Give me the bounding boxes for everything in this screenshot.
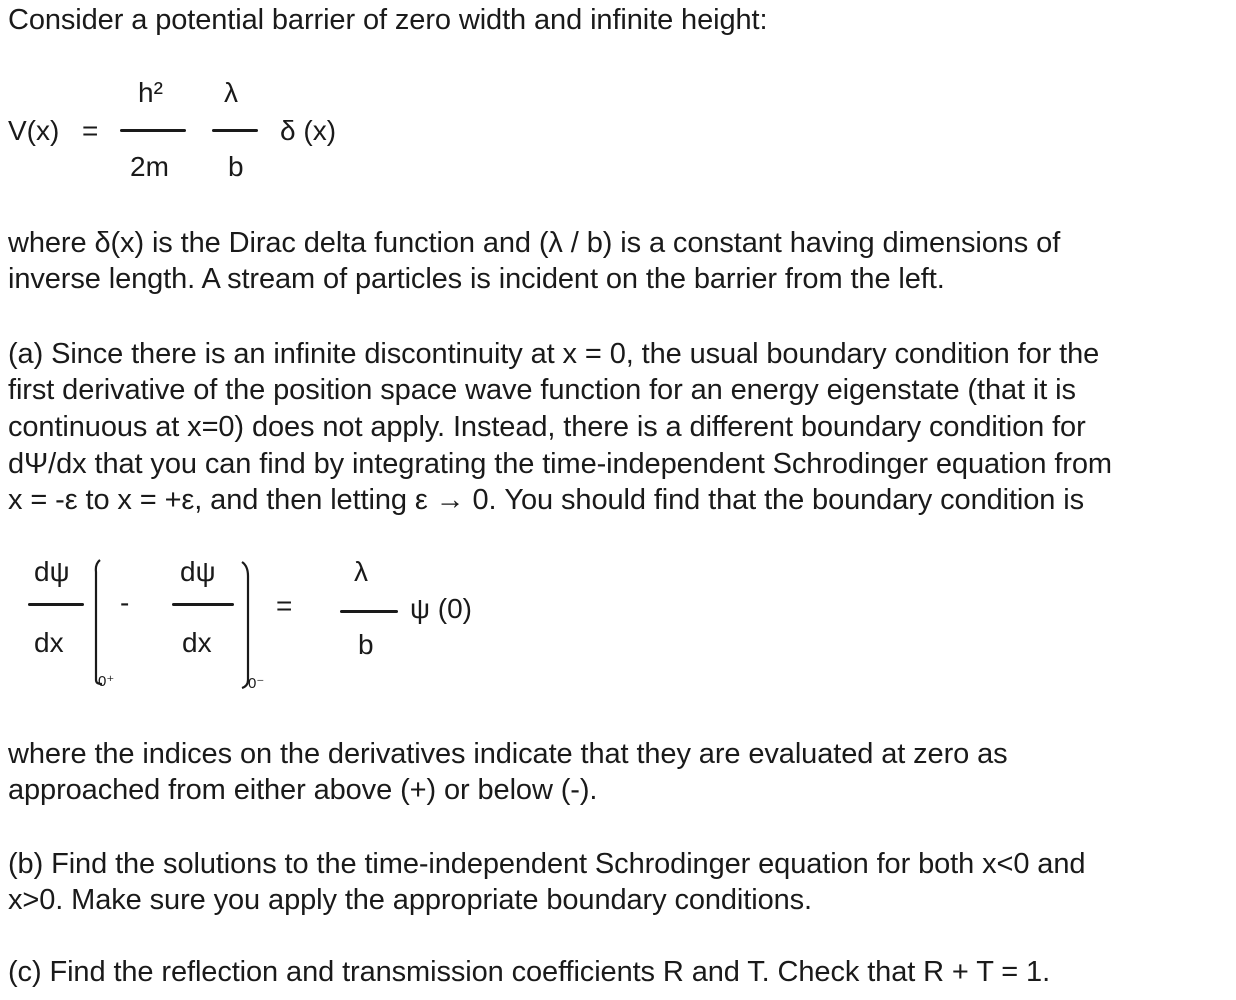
d2-bar [172,603,234,606]
part-b-line-2: x>0. Make sure you apply the appropriate boundary conditions. [8,884,812,916]
part-b-line-1: (b) Find the solutions to the time-independent Schrodinger equation for both x<0 and [8,848,1086,880]
potential-lhs: V(x) [8,115,60,146]
d2-denominator: dx [182,627,212,658]
rhs-denominator: b [358,629,374,660]
part-a-line-2: first derivative of the position space wave function for an energy eigenstate (that it is [8,374,1076,406]
rhs-psi-zero: ψ (0) [410,593,472,624]
d2-numerator: dψ [180,556,216,587]
d1-denominator: dx [34,627,64,658]
rhs-numerator: λ [354,556,368,587]
d1-bar [28,603,84,606]
frac1-denominator: 2m [130,151,169,182]
sub-zero-minus: 0⁻ [248,675,265,692]
frac1-bar [120,129,186,132]
boundary-equals: = [276,590,293,621]
intro-text: Consider a potential barrier of zero width and infinite height: [8,4,768,36]
part-a-line-3: continuous at x=0) does not apply. Instead, there is a different boundary condition for [8,411,1086,443]
delta-function: δ (x) [280,115,337,146]
where-line-2: inverse length. A stream of particles is incident on the barrier from the left. [8,263,945,295]
where-line-1: where δ(x) is the Dirac delta function and (λ / b) is a constant having dimensions of [8,227,1061,259]
sub-zero-plus: 0⁺ [98,673,115,690]
frac1-numerator: h² [138,77,163,108]
potential-equals: = [82,115,99,146]
part-a-line-4: dΨ/dx that you can find by integrating the time-independent Schrodinger equation from [8,448,1112,480]
indices-line-1: where the indices on the derivatives indicate that they are evaluated at zero as [8,738,1008,770]
left-eval-bracket [88,558,108,688]
part-a-line-5: x = -ε to x = +ε, and then letting ε → 0. You should find that the boundary condition is [8,484,1085,516]
d1-numerator: dψ [34,556,70,587]
minus-sign: - [120,587,130,618]
indices-line-2: approached from either above (+) or below (-). [8,774,598,806]
frac2-denominator: b [228,151,244,182]
frac2-bar [212,129,258,132]
right-eval-bracket [238,560,258,690]
part-c-line: (c) Find the reflection and transmission coefficients R and T. Check that R + T = 1. [8,956,1051,988]
part-a-line-1: (a) Since there is an infinite discontinuity at x = 0, the usual boundary condition for the [8,338,1100,370]
rhs-bar [340,610,398,613]
frac2-numerator: λ [224,77,238,108]
